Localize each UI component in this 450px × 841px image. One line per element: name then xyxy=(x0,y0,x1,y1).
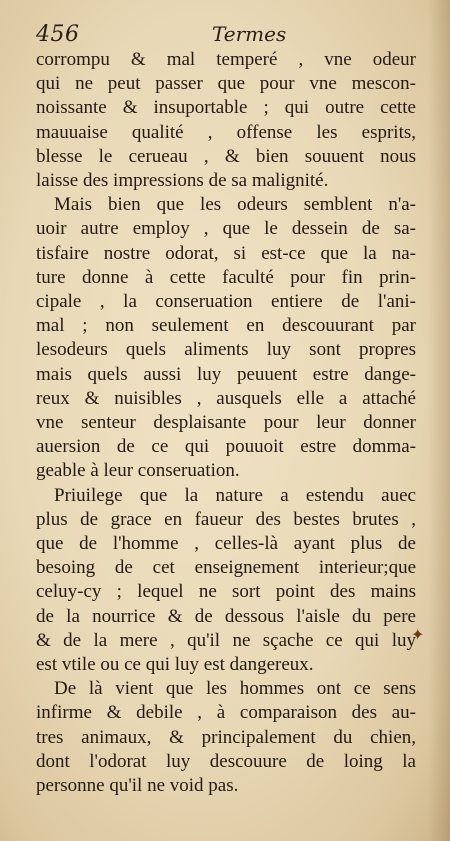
text-line: infirme & debile , à comparaison des au- xyxy=(36,702,416,724)
text-line: dont l'odorat luy descouure de loing la xyxy=(36,750,416,772)
text-line: tisfaire nostre odorat, si est-ce que la na- xyxy=(36,242,416,264)
text-line: ture donne à cette faculté pour fin prin- xyxy=(36,266,416,288)
text-line: auersion de ce qui pouuoit estre domma- xyxy=(36,436,416,458)
running-head: Termes xyxy=(212,22,287,46)
text-line: mauuaise qualité , offense les esprits, xyxy=(36,121,416,143)
paragraph xyxy=(36,193,416,483)
text-line: besoing de cet enseignement interieur;que xyxy=(36,557,416,579)
text-line: tres animaux, & principalement du chien, xyxy=(36,726,416,748)
text-line: cipale , la conseruation entiere de l'ani- xyxy=(36,291,416,313)
body-text xyxy=(36,48,416,798)
ink-mark-icon: ✦ xyxy=(411,625,425,644)
text-line: Mais bien que les odeurs semblent n'a- xyxy=(54,194,416,216)
paragraph xyxy=(36,48,416,193)
paragraph xyxy=(36,484,416,678)
text-line: laisse des impressions de sa malignité. xyxy=(36,170,329,192)
text-line: geable à leur conseruation. xyxy=(36,460,240,482)
text-line: De là vient que les hommes ont ce sens xyxy=(54,678,416,700)
text-line: & de la mere , qu'il ne sçache ce qui luy xyxy=(36,629,416,651)
page-edge-shadow xyxy=(428,0,450,841)
page-header xyxy=(36,22,416,50)
text-line: est vtile ou ce qui luy est dangereux. xyxy=(36,654,314,676)
text-line: que de l'homme , celles-là ayant plus de xyxy=(36,533,416,555)
text-line: reux & nuisibles , ausquels elle a attaché xyxy=(36,387,416,409)
text-line: mais quels aussi luy peuuent estre dange- xyxy=(36,363,416,385)
text-line: lesodeurs quels aliments luy sont propres xyxy=(36,339,416,361)
text-line: celuy-cy ; lequel ne sort point des mains xyxy=(36,581,416,603)
text-line: qui ne peut passer que pour vne mescon- xyxy=(36,73,416,95)
text-line: Priuilege que la nature a estendu auec xyxy=(54,484,416,506)
text-line: blesse le cerueau , & bien souuent nous xyxy=(36,145,416,167)
text-line: plus de grace en faueur des bestes brutes , xyxy=(36,508,416,530)
paragraph xyxy=(36,677,416,798)
text-line: vne senteur desplaisante pour leur donner xyxy=(36,412,416,434)
text-line: noissante & insuportable ; qui outre cette xyxy=(36,97,416,119)
page-number: 456 xyxy=(36,22,80,47)
text-line: uoir autre employ , que le dessein de sa- xyxy=(36,218,416,240)
text-line: de la nourrice & de dessous l'aisle du pere xyxy=(36,605,416,627)
text-line: personne qu'il ne void pas. xyxy=(36,775,239,797)
text-line: mal ; non seulement en descouurant par xyxy=(36,315,416,337)
text-line: corrompu & mal temperé , vne odeur xyxy=(36,49,416,70)
